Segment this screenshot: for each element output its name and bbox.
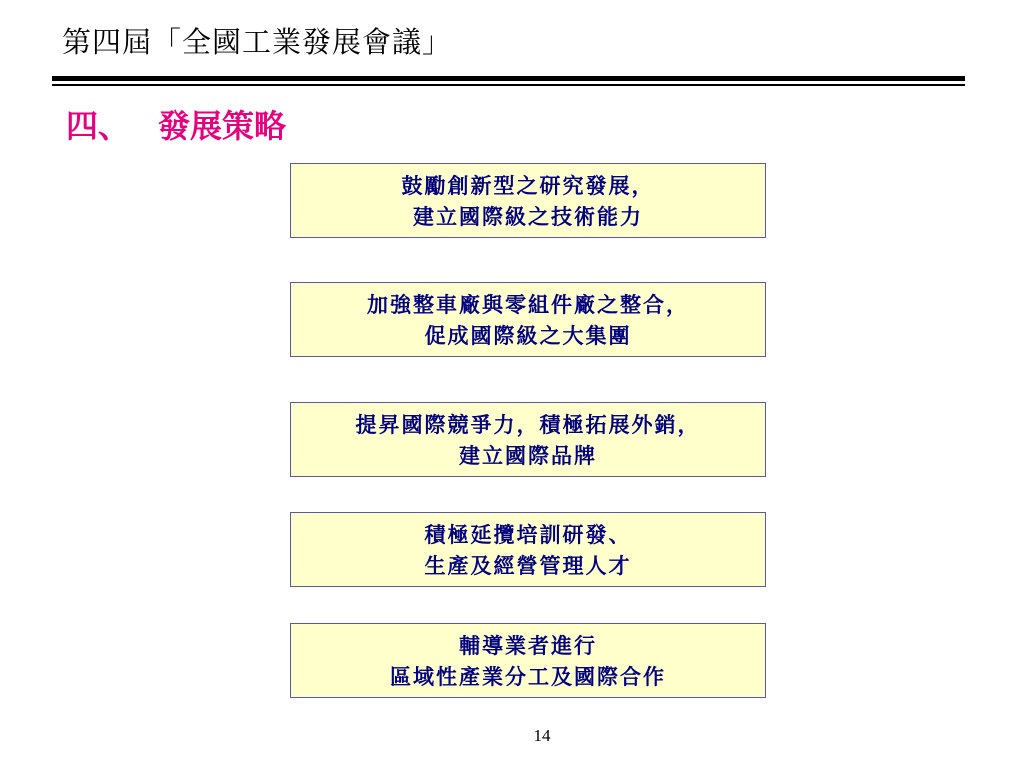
strategy-line-1: 積極延攬培訓研發、 [424,521,632,547]
title-divider-thin [52,84,965,86]
section-number: 四、 [66,107,131,145]
strategy-line-2: 促成國際級之大集團 [424,322,632,348]
strategy-line-1: 輔導業者進行 [459,632,597,658]
strategy-line-2: 生產及經營管理人才 [424,552,632,578]
strategy-line-2: 區域性產業分工及國際合作 [390,663,666,689]
strategy-box [290,623,766,698]
slide-title: 第四屆「全國工業發展會議」 [62,25,453,59]
strategy-line-1: 鼓勵創新型之研究發展， [401,172,655,198]
strategy-line-1: 加強整車廠與零組件廠之整合， [367,291,689,317]
page-number: 14 [533,726,551,745]
strategy-line-1: 提昇國際競爭力，積極拓展外銷， [355,411,701,437]
strategy-box [290,512,766,587]
title-divider-thick [52,76,965,81]
strategy-line-2: 建立國際品牌 [459,442,597,468]
section-heading [66,104,286,148]
section-heading-text: 發展策略 [158,107,287,145]
strategy-line-2: 建立國際級之技術能力 [413,203,643,229]
strategy-box [290,163,766,238]
strategy-box [290,402,766,477]
strategy-box [290,282,766,357]
